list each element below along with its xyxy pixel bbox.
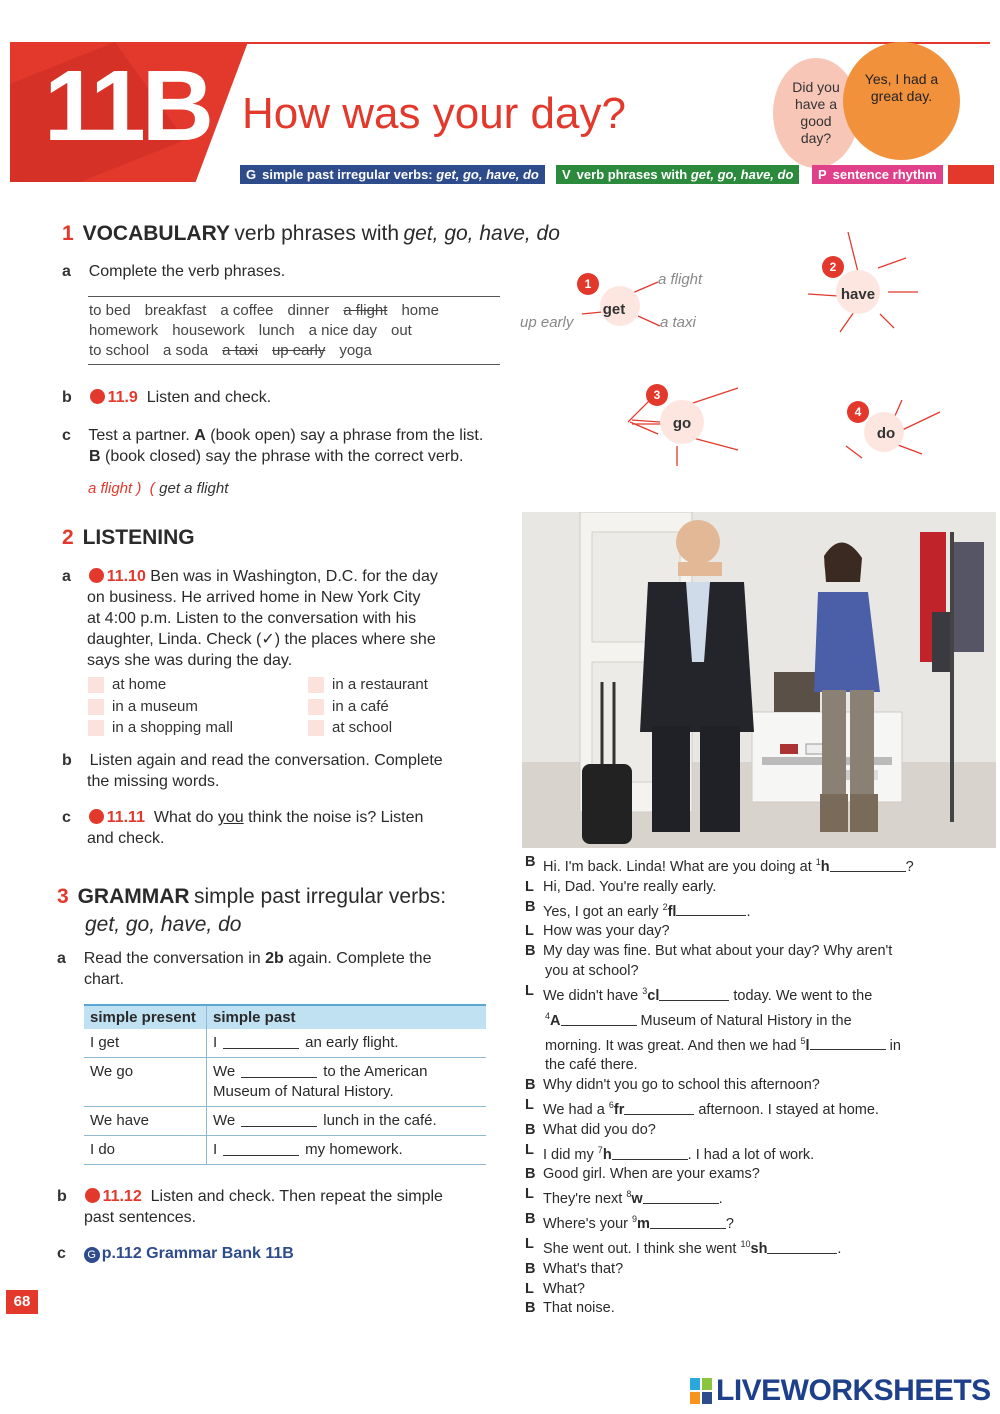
gap-hint: h (820, 858, 830, 875)
line-text: What's that? (543, 1260, 624, 1277)
line-text: . (837, 1240, 842, 1257)
line-text: Why didn't you go to school this afternoon? (543, 1077, 820, 1094)
section-subtitle: verb phrases with (234, 222, 399, 245)
tag-pronunciation (812, 165, 943, 184)
line-text: . I had a lot of work. (687, 1146, 815, 1163)
sentence-end: my homework. (305, 1141, 403, 1158)
speaker: L (525, 923, 534, 940)
place-option (308, 696, 508, 718)
line-text: We had a (543, 1101, 609, 1118)
conversation-line (525, 1235, 955, 1260)
grammar-bank-link[interactable]: p.112 Grammar Bank 11B (101, 1245, 294, 1262)
section-title: VOCABULARY (82, 222, 230, 245)
sentence-end: Museum of Natural History. (213, 1083, 394, 1100)
instruction: again. Complete the (288, 950, 432, 967)
instruction: (book closed) say the phrase with the correct verb. (105, 448, 464, 465)
speaker: B (525, 1300, 536, 1317)
conversation-line (525, 898, 955, 923)
gap-blank[interactable] (659, 988, 729, 1001)
example-question: a flight (88, 480, 133, 497)
present-form: We go (84, 1058, 207, 1107)
conversation-line (525, 1185, 955, 1210)
instruction-line: Listen and check. Then repeat the simple (150, 1188, 443, 1205)
phrase-item: a soda (163, 342, 209, 359)
answer-blank[interactable] (223, 1034, 299, 1049)
bubble-question-text: Did you have a good day? (792, 79, 840, 146)
conversation-line (525, 962, 955, 982)
speaker: B (525, 1121, 536, 1138)
past-form-cell (207, 1136, 487, 1165)
speaker (525, 1007, 543, 1032)
section-subtitle-italic: get, go, have, do (85, 913, 242, 936)
past-form-cell (207, 1107, 487, 1136)
tag-text: sentence rhythm (832, 167, 937, 182)
checkbox[interactable] (308, 720, 324, 736)
item-letter: b (62, 752, 72, 769)
line-text: afternoon. I stayed at home. (694, 1101, 879, 1118)
tag-italic: get, go, have, do (436, 167, 539, 182)
tag-key: V (562, 167, 571, 182)
conversation-line (525, 942, 955, 962)
tag-end-bar (948, 165, 994, 184)
speaker: B (525, 898, 536, 915)
listening-b (62, 750, 512, 792)
diagram-verb-go: go (672, 415, 692, 432)
instruction-line: the missing words. (87, 773, 220, 790)
conversation-line (525, 1121, 955, 1141)
place-label: in a café (332, 697, 389, 715)
vocab-a (62, 261, 285, 282)
gap-blank[interactable] (561, 1013, 637, 1026)
section-subtitle: simple past irregular verbs: (194, 885, 447, 908)
instruction: What do (153, 809, 214, 826)
subject: We (213, 1063, 236, 1080)
tag-key: G (246, 167, 257, 182)
brand-name: LIVEWORKSHEETS (716, 1374, 991, 1407)
speaker: L (525, 1141, 534, 1158)
speaker (525, 1056, 543, 1076)
speaker: L (525, 1097, 534, 1114)
item-letter: c (57, 1245, 66, 1262)
phrase-item: to school (89, 342, 150, 359)
gap-number: 8 (626, 1189, 632, 1200)
place-label: in a restaurant (332, 676, 428, 693)
bubble-answer-text: Yes, I had a great day. (864, 71, 939, 104)
line-text: Hi, Dad. You're really early. (543, 878, 717, 895)
place-label: in a museum (112, 697, 198, 715)
gap-blank[interactable] (810, 1037, 886, 1050)
instruction-line: on business. He arrived home in New York City (87, 589, 421, 606)
vocab-c (62, 425, 532, 467)
answer-blank[interactable] (241, 1063, 317, 1078)
phrase-item: to bed (89, 302, 131, 319)
checkbox[interactable] (308, 699, 324, 715)
phrase-item: a taxi (222, 342, 258, 359)
vocab-b (62, 387, 271, 408)
table-row (84, 1029, 486, 1058)
line-text: What did you do? (543, 1121, 656, 1138)
diagram-word-a-taxi: a taxi (660, 314, 696, 331)
gap-blank[interactable] (767, 1241, 837, 1254)
audio-icon[interactable] (90, 389, 105, 404)
line-text: ? (905, 858, 914, 875)
role-b: B (89, 448, 101, 465)
diagram-num-1: 1 (584, 277, 592, 291)
track-number[interactable]: 11.11 (106, 809, 145, 826)
phrase-list (89, 301, 501, 361)
line-text: the café there. (545, 1057, 638, 1074)
sentence-end: to the American (323, 1063, 428, 1080)
checkbox[interactable] (88, 720, 104, 736)
speaker: B (525, 943, 536, 960)
instruction: think the noise is? Listen (248, 809, 424, 826)
example-answer: get a flight (159, 480, 229, 497)
gap-number: 10 (740, 1238, 751, 1249)
instruction: (book open) say a phrase from the list. (210, 427, 484, 444)
subject: We (213, 1112, 236, 1129)
line-text: She went out. I think she went (543, 1240, 741, 1257)
instruction-ref: 2b (265, 950, 284, 967)
speech-bubble-answer (843, 42, 960, 160)
gap-blank[interactable] (676, 903, 746, 916)
tag-italic: get, go, have, do (690, 167, 794, 182)
line-text: Museum of Natural History in the (636, 1012, 852, 1029)
place-option (308, 674, 508, 696)
answer-blank[interactable] (223, 1141, 299, 1156)
phrase-item: homework (89, 322, 159, 339)
present-form: We have (84, 1107, 207, 1136)
speaker (525, 962, 543, 982)
item-letter: c (62, 427, 71, 444)
tag-key: P (818, 167, 827, 182)
checkbox[interactable] (88, 677, 104, 693)
item-letter: a (62, 263, 71, 280)
gap-number: 2 (662, 901, 668, 912)
line-text: morning. It was great. And then we had (545, 1037, 801, 1054)
phrase-item: up early (271, 342, 326, 359)
gap-blank[interactable] (624, 1102, 694, 1115)
audio-icon[interactable] (85, 1188, 100, 1203)
gap-number: 1 (815, 857, 821, 867)
listening-c (62, 807, 512, 849)
places-checklist (88, 674, 508, 739)
conversation-line (525, 1096, 955, 1121)
gap-number: 9 (632, 1214, 638, 1225)
line-text: Good girl. When are your exams? (543, 1166, 760, 1183)
conversation-line (525, 878, 955, 898)
line-text: They're next (543, 1191, 627, 1208)
past-form-cell (207, 1058, 487, 1107)
gap-hint: fl (667, 903, 677, 920)
gap-hint: h (602, 1146, 612, 1163)
gap-number: 3 (642, 986, 648, 997)
speaker: L (525, 983, 534, 1000)
instruction: Complete the verb phrases. (88, 263, 286, 280)
checkbox[interactable] (308, 677, 324, 693)
speaker: B (525, 1166, 536, 1183)
grammar-heading (57, 884, 497, 940)
gap-hint: A (550, 1012, 561, 1029)
emphasis: you (217, 809, 244, 826)
diagram-word-a-flight: a flight (658, 271, 703, 288)
line-text: . (746, 903, 751, 920)
item-letter: a (62, 568, 71, 585)
gap-number: 6 (608, 1100, 614, 1111)
conversation-line (525, 982, 955, 1007)
item-letter: c (62, 809, 71, 826)
gap-hint: sh (750, 1240, 768, 1257)
section-number: 1 (62, 222, 74, 245)
audio-icon[interactable] (89, 809, 104, 824)
conversation-line (525, 1056, 955, 1076)
conversation-line (525, 922, 955, 942)
line-text: Hi. I'm back. Linda! What are you doing at (543, 858, 816, 875)
header-rule (240, 42, 990, 44)
instruction-line: Ben was in Washington, D.C. for the day (150, 568, 438, 585)
place-option (308, 717, 508, 739)
gap-number: 7 (597, 1144, 603, 1155)
line-text: We didn't have (543, 987, 643, 1004)
example-exchange: a flight ) ( get a flight (88, 480, 229, 497)
line-text: Yes, I got an early (543, 903, 663, 920)
line-text: you at school? (545, 963, 639, 980)
speaker: B (525, 854, 536, 870)
track-number[interactable]: 11.9 (107, 389, 138, 406)
diagram-verb-do: do (876, 425, 896, 442)
section-number: 3 (57, 885, 69, 908)
page-number: 68 (6, 1290, 38, 1314)
table-row (84, 1058, 486, 1107)
phrase-item: lunch (258, 322, 295, 339)
chart-header-present: simple present (84, 1005, 207, 1029)
place-option (88, 696, 308, 718)
present-form: I do (84, 1136, 207, 1165)
instruction-line: chart. (84, 971, 125, 988)
item-letter: b (62, 389, 72, 406)
phrase-item: a coffee (220, 302, 274, 319)
gap-blank[interactable] (830, 859, 906, 872)
past-form-cell (207, 1029, 487, 1058)
grammar-b (57, 1186, 497, 1228)
vocab-heading (62, 222, 560, 246)
checkbox[interactable] (88, 699, 104, 715)
diagram-num-3: 3 (653, 388, 661, 402)
answer-blank[interactable] (241, 1112, 317, 1127)
chart-header-past: simple past (207, 1005, 487, 1029)
conversation-line (525, 1076, 955, 1096)
photo-father-daughter (522, 512, 996, 848)
speaker (525, 1032, 543, 1057)
place-label: at school (332, 719, 393, 736)
line-text: . (718, 1191, 723, 1208)
instruction-line: and check. (87, 830, 165, 847)
instruction-line: past sentences. (84, 1209, 197, 1226)
phrase-item: housework (172, 322, 245, 339)
diagram-num-2: 2 (829, 260, 837, 274)
speaker: B (525, 1211, 536, 1228)
speaker: B (525, 1077, 536, 1094)
tag-text: verb phrases with (576, 167, 688, 182)
brand-logo-icon (690, 1378, 712, 1404)
speaker: L (525, 1186, 534, 1203)
page-title: How was your day? (242, 89, 626, 138)
instruction-line: says she was during the day. (87, 652, 293, 669)
audio-icon[interactable] (89, 568, 104, 583)
instruction-line: at 4:00 p.m. Listen to the conversation with his (87, 610, 417, 627)
gap-number: 4 (545, 1010, 551, 1021)
footer-brand (690, 1374, 991, 1408)
phrase-item: yoga (339, 342, 372, 359)
listening-heading (62, 526, 195, 550)
speaker: L (525, 878, 534, 895)
speaker: B (525, 1260, 536, 1277)
grammar-c (57, 1243, 294, 1264)
gap-hint: w (631, 1191, 643, 1208)
track-number[interactable]: 11.10 (106, 568, 146, 585)
conversation-line (525, 1210, 955, 1235)
conversation-line (525, 1299, 955, 1319)
line-text: in (885, 1037, 901, 1054)
instruction: Test a partner. (88, 427, 190, 444)
place-option (88, 674, 308, 696)
conversation-line (525, 1165, 955, 1185)
conversation-line (525, 1007, 955, 1032)
line-text: ? (725, 1215, 734, 1232)
instruction: Listen and check. (146, 389, 272, 406)
line-text: What? (543, 1280, 585, 1297)
gap-blank[interactable] (643, 1191, 719, 1204)
verb-diagram (510, 222, 960, 472)
grammar-chart (84, 1004, 486, 1165)
line-text: My day was fine. But what about your day? Why aren't (543, 943, 893, 960)
diagram-verb-have: have (840, 286, 876, 303)
subject: I (213, 1141, 218, 1158)
section-number: 2 (62, 526, 74, 549)
list-rule-bottom (88, 364, 500, 365)
gap-hint: m (637, 1215, 650, 1232)
gap-blank[interactable] (612, 1147, 688, 1160)
instruction-line: daughter, Linda. Check (✓) the places where she (87, 631, 436, 648)
tag-text: simple past irregular verbs: (262, 167, 433, 182)
phrase-item: out (391, 322, 412, 339)
conversation-line (525, 1280, 955, 1300)
item-letter: b (57, 1188, 67, 1205)
section-title: LISTENING (82, 526, 195, 549)
diagram-verb-get: get (602, 301, 626, 318)
conversation-line (525, 853, 955, 878)
line-text: How was your day? (543, 923, 670, 940)
phrase-item: breakfast (144, 302, 207, 319)
instruction-line: Listen again and read the conversation. Complete (89, 752, 443, 769)
phrase-item: a flight (343, 302, 388, 319)
item-letter: a (57, 950, 66, 967)
line-text: today. We went to the (729, 987, 873, 1004)
diagram-num-4: 4 (854, 405, 862, 419)
conversation-line (525, 1141, 955, 1166)
unit-code: 11B (44, 50, 210, 162)
place-label: at home (112, 676, 167, 693)
place-label: in a shopping mall (112, 719, 233, 736)
speaker: L (525, 1280, 534, 1297)
section-subtitle-italic: get, go, have, do (403, 222, 560, 245)
line-text: I did my (543, 1146, 598, 1163)
conversation-line (525, 1260, 955, 1280)
line-text: Where's your (543, 1215, 632, 1232)
conversation-line (525, 1032, 955, 1057)
subject: I (213, 1034, 218, 1051)
gap-hint: cl (647, 987, 660, 1004)
table-row (84, 1107, 486, 1136)
line-text: That noise. (543, 1300, 615, 1317)
sentence-end: an early flight. (305, 1034, 399, 1051)
grammar-a (57, 948, 497, 990)
present-form: I get (84, 1029, 207, 1058)
phrase-item: dinner (287, 302, 330, 319)
tag-vocabulary (556, 165, 799, 184)
sentence-end: lunch in the café. (323, 1112, 437, 1129)
gap-blank[interactable] (650, 1216, 726, 1229)
grammar-bank-icon[interactable]: G (84, 1247, 100, 1263)
gap-hint: l (805, 1037, 810, 1054)
gap-number: 5 (800, 1035, 806, 1046)
list-rule-top (88, 296, 500, 297)
phrase-item: a nice day (308, 322, 377, 339)
track-number[interactable]: 11.12 (102, 1188, 142, 1205)
section-title: GRAMMAR (77, 885, 190, 908)
conversation (525, 853, 955, 1319)
instruction: Read the conversation in (83, 950, 261, 967)
place-option (88, 717, 308, 739)
gap-hint: fr (613, 1101, 625, 1118)
table-row (84, 1136, 486, 1165)
listening-a (62, 566, 512, 671)
phrase-item: home (401, 302, 439, 319)
tag-grammar (240, 165, 545, 184)
diagram-word-up-early: up early (520, 314, 574, 331)
speaker: L (525, 1235, 534, 1252)
role-a: A (194, 427, 206, 444)
